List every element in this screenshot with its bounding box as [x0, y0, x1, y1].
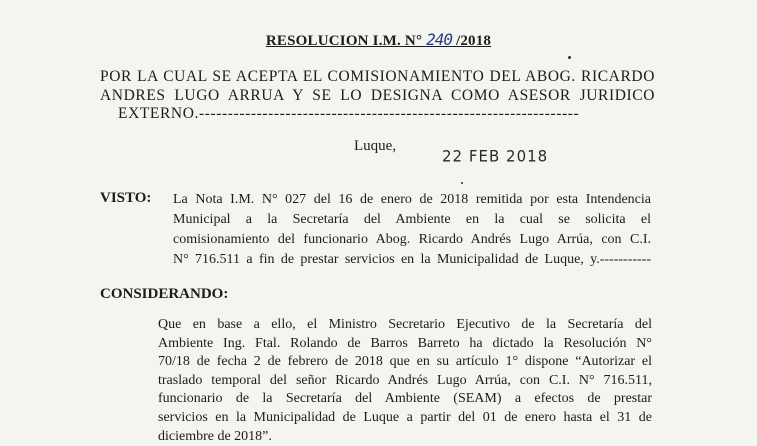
visto-label: VISTO: — [100, 190, 152, 206]
considerando-line: servicios en la Municipalidad de Luque a partir del 01 de enero hasta el 31 de — [158, 409, 652, 425]
title-suffix: /2018 — [452, 33, 492, 49]
title-prefix: RESOLUCION I.M. N° — [265, 33, 427, 49]
visto-line: Municipal a la Secretaría del Ambiente en la cual se solicita el — [173, 212, 651, 227]
resolution-subject — [100, 68, 655, 124]
visto-text — [173, 190, 651, 270]
resolution-title — [0, 30, 757, 50]
considerando-label: CONSIDERANDO: — [100, 286, 229, 302]
date-stamp: 22 FEB 2018 — [442, 146, 549, 166]
subject-line: EXTERNO.------------------------------------------------------------------ — [118, 105, 580, 122]
subject-line: ANDRES LUGO ARRUA Y SE LO DESIGNA COMO ASESOR JURIDICO — [100, 86, 655, 104]
visto-line: La Nota I.M. N° 027 del 16 de enero de 2018 remitida por esta Intendencia — [173, 192, 651, 207]
speck-mark — [461, 182, 463, 184]
visto-line: comisionamiento del funcionario Abog. Ricardo Andrés Lugo Arrúa, con C.I. — [173, 232, 651, 247]
visto-line: N° 716.511 a fin de prestar servicios en la Municipalidad de Luque, y.----------- — [173, 252, 651, 267]
considerando-line: 70/18 de fecha 2 de febrero de 2018 que en su artículo 1° dispone “Autorizar el — [158, 354, 652, 370]
handwritten-number: 240 — [426, 30, 452, 49]
considerando-text — [158, 316, 652, 446]
considerando-line: Ambiente Ing. Ftal. Rolando de Barros Barreto ha dictado la Resolución N° — [158, 335, 652, 351]
speck-mark — [568, 56, 571, 59]
considerando-line: diciembre de 2018”. — [158, 428, 272, 444]
considerando-line: Que en base a ello, el Ministro Secretario Ejecutivo de la Secretaría del — [158, 317, 652, 332]
subject-line: POR LA CUAL SE ACEPTA EL COMISIONAMIENTO DEL ABOG. RICARDO — [100, 68, 655, 85]
considerando-line: funcionario de la Secretaría del Ambiente (SEAM) a efectos de prestar — [158, 391, 652, 407]
date-city: Luque, — [354, 138, 397, 154]
considerando-line: traslado temporal del señor Ricardo Andrés Lugo Arrúa, con C.I. N° 716.511, — [158, 372, 652, 388]
